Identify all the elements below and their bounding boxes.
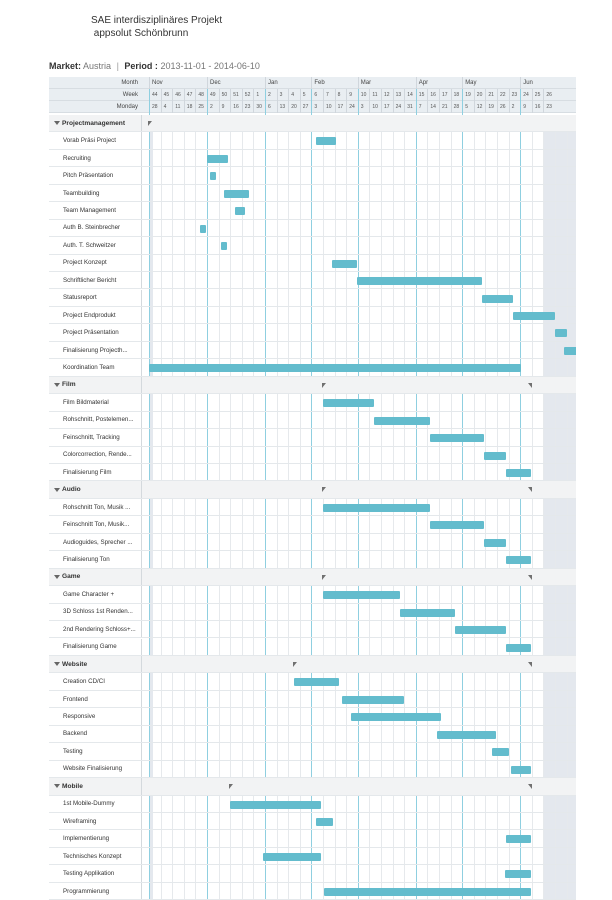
task-row[interactable] — [49, 429, 576, 446]
week-cell: 51 — [230, 89, 242, 101]
task-name[interactable]: Finalisierung Projecth... — [49, 342, 142, 358]
task-name[interactable]: Audioguides, Sprecher ... — [49, 534, 142, 550]
collapse-triangle-icon[interactable] — [54, 121, 60, 125]
period-value[interactable]: 2013-11-01 - 2014-06-10 — [160, 61, 260, 71]
week-cell: 7 — [323, 89, 335, 101]
monday-cell: 31 — [404, 101, 416, 113]
week-cell: 10 — [358, 89, 370, 101]
monday-cell: 17 — [335, 101, 347, 113]
task-row[interactable] — [49, 324, 576, 341]
group-start-marker-icon — [322, 575, 326, 580]
task-name[interactable]: Schriftlicher Bericht — [49, 272, 142, 288]
task-name[interactable]: Project Endprodukt — [49, 307, 142, 323]
group-start-marker-icon — [322, 487, 326, 492]
week-cell: 22 — [497, 89, 509, 101]
group-name[interactable]: Mobile — [49, 778, 142, 794]
week-cell: 19 — [462, 89, 474, 101]
task-row[interactable] — [49, 272, 576, 289]
week-cell: 5 — [300, 89, 312, 101]
task-row[interactable] — [49, 342, 576, 359]
group-row-mobile[interactable] — [49, 778, 576, 795]
task-bar[interactable] — [484, 452, 506, 460]
task-bar[interactable] — [564, 347, 576, 355]
task-row[interactable] — [49, 761, 576, 778]
week-cell: 6 — [311, 89, 323, 101]
task-bar[interactable] — [430, 521, 485, 529]
collapse-triangle-icon[interactable] — [54, 383, 60, 387]
group-name[interactable]: Film — [49, 377, 142, 393]
task-bar[interactable] — [263, 853, 321, 861]
monday-cell: 17 — [381, 101, 393, 113]
document-title-line-2: appsolut Schönbrunn — [91, 28, 189, 39]
group-end-marker-icon — [528, 784, 532, 789]
market-value[interactable]: Austria — [83, 61, 112, 71]
week-cell: 3 — [277, 89, 289, 101]
week-cell: 15 — [416, 89, 428, 101]
monday-cell: 23 — [242, 101, 254, 113]
group-name[interactable]: Game — [49, 569, 142, 585]
task-name[interactable]: Backend — [49, 726, 142, 742]
week-cell: 13 — [393, 89, 405, 101]
monday-cell: 25 — [195, 101, 207, 113]
week-cell: 52 — [242, 89, 254, 101]
group-start-marker-icon — [229, 784, 233, 789]
monday-cell: 27 — [300, 101, 312, 113]
task-bar[interactable] — [235, 207, 245, 215]
week-cell: 1 — [253, 89, 265, 101]
task-bar[interactable] — [323, 591, 400, 599]
month-cell: Feb — [311, 77, 357, 89]
task-name[interactable]: Programmierung — [49, 883, 142, 899]
monday-cell: 21 — [439, 101, 451, 113]
task-bar[interactable] — [437, 731, 496, 739]
task-name[interactable]: Teambuilding — [49, 185, 142, 201]
week-header-label: Week — [122, 92, 138, 98]
monday-cell: 4 — [161, 101, 173, 113]
group-row-projectmanagement[interactable] — [49, 115, 576, 132]
task-name[interactable]: Finalisierung Film — [49, 464, 142, 480]
task-bar[interactable] — [324, 888, 530, 896]
monday-cell: 5 — [462, 101, 474, 113]
task-name[interactable]: Feinschnitt Ton, Musik... — [49, 516, 142, 532]
month-cell: Jun — [520, 77, 555, 89]
week-cell: 20 — [474, 89, 486, 101]
task-bar[interactable] — [511, 766, 531, 774]
monday-cell: 20 — [288, 101, 300, 113]
task-row[interactable] — [49, 185, 576, 202]
task-row[interactable] — [49, 604, 576, 621]
group-end-marker-icon — [528, 662, 532, 667]
task-name[interactable]: Technisches Konzept — [49, 848, 142, 864]
monday-cell: 16 — [532, 101, 544, 113]
monday-cell: 16 — [230, 101, 242, 113]
week-cell: 26 — [543, 89, 555, 101]
task-name[interactable]: Responsive — [49, 708, 142, 724]
month-cell: Dec — [207, 77, 265, 89]
week-cell: 47 — [184, 89, 196, 101]
monday-cell: 10 — [369, 101, 381, 113]
task-row[interactable] — [49, 464, 576, 481]
monday-header-label: Monday — [116, 104, 138, 110]
week-header-row — [49, 89, 576, 101]
task-row[interactable] — [49, 586, 576, 603]
task-name[interactable]: Koordination Team — [49, 359, 142, 375]
task-bar[interactable] — [224, 190, 248, 198]
task-name[interactable]: 2nd Rendering Schloss+... — [49, 621, 142, 637]
task-bar[interactable] — [357, 277, 482, 285]
monday-cell: 10 — [323, 101, 335, 113]
task-bar[interactable] — [294, 678, 339, 686]
week-cell: 48 — [195, 89, 207, 101]
monday-cell: 11 — [172, 101, 184, 113]
task-row[interactable] — [49, 132, 576, 149]
monday-cell: 14 — [427, 101, 439, 113]
week-cell: 9 — [346, 89, 358, 101]
task-name[interactable]: Auth B. Steinbrecher — [49, 220, 142, 236]
group-start-marker-icon — [148, 121, 152, 126]
week-cell: 17 — [439, 89, 451, 101]
document-title-line-1: SAE interdisziplinäres Projekt — [91, 15, 223, 26]
group-name[interactable]: Projectmanagement — [49, 115, 142, 131]
week-cell: 44 — [149, 89, 161, 101]
month-header-row — [49, 77, 576, 89]
monday-cell: 12 — [474, 101, 486, 113]
filter-separator: | — [116, 61, 119, 71]
monday-cell: 3 — [358, 101, 370, 113]
month-header-label: Month — [121, 80, 138, 86]
collapse-triangle-icon[interactable] — [54, 488, 60, 492]
task-bar[interactable] — [374, 417, 430, 425]
task-bar[interactable] — [506, 469, 530, 477]
task-bar[interactable] — [492, 748, 508, 756]
task-name[interactable]: Creation CD/CI — [49, 673, 142, 689]
task-name[interactable]: Auth. T. Schweitzer — [49, 237, 142, 253]
group-end-marker-icon — [528, 487, 532, 492]
monday-cell: 19 — [485, 101, 497, 113]
task-row[interactable] — [49, 708, 576, 725]
week-cell: 24 — [520, 89, 532, 101]
task-row[interactable] — [49, 220, 576, 237]
week-cell: 45 — [161, 89, 173, 101]
task-bar[interactable] — [430, 434, 485, 442]
monday-cell: 30 — [253, 101, 265, 113]
task-name[interactable]: Testing Applikation — [49, 865, 142, 881]
task-name[interactable]: Project Konzept — [49, 255, 142, 271]
group-start-marker-icon — [322, 383, 326, 388]
monday-cell: 9 — [520, 101, 532, 113]
market-label: Market: — [49, 61, 82, 71]
monday-cell: 24 — [393, 101, 405, 113]
task-bar[interactable] — [506, 835, 530, 843]
task-row[interactable] — [49, 865, 576, 882]
task-bar[interactable] — [332, 260, 356, 268]
week-cell: 11 — [369, 89, 381, 101]
task-name[interactable]: 1st Mobile-Dummy — [49, 796, 142, 812]
week-cell: 8 — [335, 89, 347, 101]
monday-cell: 2 — [509, 101, 521, 113]
period-label: Period : — [124, 61, 158, 71]
task-row[interactable] — [49, 813, 576, 830]
group-name[interactable]: Audio — [49, 481, 142, 497]
task-bar[interactable] — [200, 225, 206, 233]
task-bar[interactable] — [149, 364, 521, 372]
task-name[interactable]: 3D Schloss 1st Renden... — [49, 604, 142, 620]
task-name[interactable]: Colorcorrection, Rende... — [49, 447, 142, 463]
task-name[interactable]: Finalisierung Game — [49, 639, 142, 655]
monday-cell: 28 — [451, 101, 463, 113]
task-row[interactable] — [49, 255, 576, 272]
task-bar[interactable] — [323, 399, 374, 407]
group-row-game[interactable] — [49, 569, 576, 586]
week-cell: 16 — [427, 89, 439, 101]
task-name[interactable]: Feinschnitt, Tracking — [49, 429, 142, 445]
group-row-audio[interactable] — [49, 481, 576, 498]
monday-cell: 2 — [207, 101, 219, 113]
monday-cell: 13 — [277, 101, 289, 113]
document-title — [91, 14, 222, 40]
week-cell: 23 — [509, 89, 521, 101]
task-name[interactable]: Website Finalisierung — [49, 761, 142, 777]
month-cell: Apr — [416, 77, 462, 89]
monday-cell: 3 — [311, 101, 323, 113]
task-row[interactable] — [49, 202, 576, 219]
task-name[interactable]: Rohschnitt Ton, Musik ... — [49, 499, 142, 515]
week-cell: 25 — [532, 89, 544, 101]
task-bar[interactable] — [210, 172, 216, 180]
task-row[interactable] — [49, 691, 576, 708]
task-row[interactable] — [49, 499, 576, 516]
month-cell: Mar — [358, 77, 416, 89]
monday-cell: 7 — [416, 101, 428, 113]
task-name[interactable]: Wireframing — [49, 813, 142, 829]
task-bar[interactable] — [316, 818, 333, 826]
monday-cell: 24 — [346, 101, 358, 113]
task-name[interactable]: Project Präsentation — [49, 324, 142, 340]
task-bar[interactable] — [400, 609, 456, 617]
task-bar[interactable] — [482, 295, 513, 303]
group-row-website[interactable] — [49, 656, 576, 673]
week-cell: 50 — [219, 89, 231, 101]
week-cell: 21 — [485, 89, 497, 101]
week-cell: 18 — [451, 89, 463, 101]
task-row[interactable] — [49, 167, 576, 184]
task-name[interactable]: Film Bildmaterial — [49, 394, 142, 410]
monday-cell: 28 — [149, 101, 161, 113]
monday-cell: 26 — [497, 101, 509, 113]
task-row[interactable] — [49, 150, 576, 167]
collapse-triangle-icon[interactable] — [54, 575, 60, 579]
monday-cell: 23 — [543, 101, 555, 113]
task-bar[interactable] — [506, 556, 530, 564]
task-row[interactable] — [49, 639, 576, 656]
week-cell: 49 — [207, 89, 219, 101]
task-name[interactable]: Pitch Präsentation — [49, 167, 142, 183]
task-bar[interactable] — [342, 696, 405, 704]
group-row-film[interactable] — [49, 377, 576, 394]
task-name[interactable]: Game Character + — [49, 586, 142, 602]
task-row[interactable] — [49, 412, 576, 429]
monday-cell: 18 — [184, 101, 196, 113]
group-start-marker-icon — [293, 662, 297, 667]
task-name[interactable]: Implementierung — [49, 830, 142, 846]
task-name[interactable]: Finalisierung Ton — [49, 551, 142, 567]
collapse-triangle-icon[interactable] — [54, 662, 60, 666]
collapse-triangle-icon[interactable] — [54, 784, 60, 788]
task-bar[interactable] — [221, 242, 227, 250]
gantt-chart — [49, 77, 576, 900]
task-name[interactable]: Vorab Präsi Project — [49, 132, 142, 148]
task-bar[interactable] — [351, 713, 441, 721]
task-bar[interactable] — [316, 137, 336, 145]
task-name[interactable]: Rohschnitt, Postelemen... — [49, 412, 142, 428]
week-cell: 2 — [265, 89, 277, 101]
task-name[interactable]: Team Management — [49, 202, 142, 218]
task-bar[interactable] — [455, 626, 506, 634]
task-row[interactable] — [49, 726, 576, 743]
week-cell: 46 — [172, 89, 184, 101]
task-row[interactable] — [49, 394, 576, 411]
task-row[interactable] — [49, 307, 576, 324]
week-cell: 14 — [404, 89, 416, 101]
month-cell: Jan — [265, 77, 311, 89]
monday-cell: 6 — [265, 101, 277, 113]
task-row[interactable] — [49, 516, 576, 533]
task-bar[interactable] — [555, 329, 567, 337]
task-name[interactable]: Testing — [49, 743, 142, 759]
task-row[interactable] — [49, 830, 576, 847]
monday-cell: 9 — [219, 101, 231, 113]
task-bar[interactable] — [513, 312, 555, 320]
task-bar[interactable] — [207, 155, 228, 163]
task-name[interactable]: Statusreport — [49, 290, 142, 306]
filter-bar — [49, 61, 576, 77]
group-end-marker-icon — [528, 383, 532, 388]
task-row[interactable] — [49, 551, 576, 568]
monday-header-row — [49, 101, 576, 113]
task-bar[interactable] — [323, 504, 430, 512]
task-bar[interactable] — [505, 870, 531, 878]
task-bar[interactable] — [506, 644, 530, 652]
month-cell: May — [462, 77, 520, 89]
task-bar[interactable] — [230, 801, 320, 809]
month-cell: Nov — [149, 77, 207, 89]
task-name[interactable]: Recruiting — [49, 150, 142, 166]
week-cell: 4 — [288, 89, 300, 101]
group-end-marker-icon — [528, 575, 532, 580]
week-cell: 12 — [381, 89, 393, 101]
group-name[interactable]: Website — [49, 656, 142, 672]
task-bar[interactable] — [484, 539, 506, 547]
task-row[interactable] — [49, 237, 576, 254]
task-name[interactable]: Frontend — [49, 691, 142, 707]
